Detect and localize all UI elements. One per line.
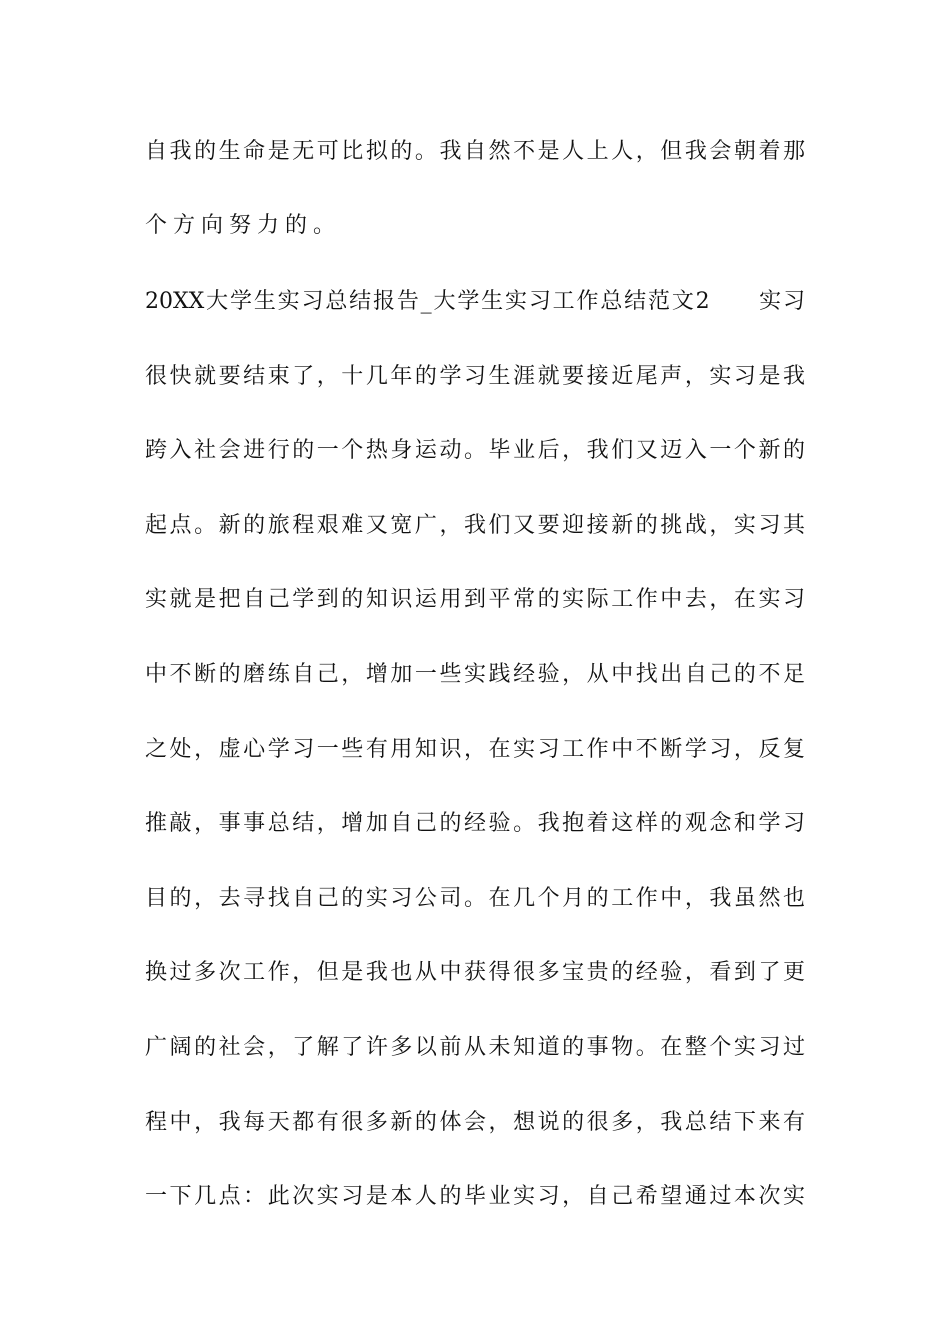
text-line: 起点。新的旅程艰难又宽广，我们又要迎接新的挑战，实习其 [145, 513, 805, 538]
text-line: 程中，我每天都有很多新的体会，想说的很多，我总结下来有 [145, 1110, 805, 1135]
text-line: 换过多次工作，但是我也从中获得很多宝贵的经验，看到了更 [145, 960, 805, 985]
text-line: 跨入社会进行的一个热身运动。毕业后，我们又迈入一个新的 [145, 438, 805, 463]
text-line: 实就是把自己学到的知识运用到平常的实际工作中去，在实习 [145, 587, 805, 612]
text-line: 中不断的磨练自己，增加一些实践经验，从中找出自己的不足 [145, 662, 805, 687]
text-line: 一下几点：此次实习是本人的毕业实习，自己希望通过本次实 [145, 1184, 805, 1209]
text-line: 广阔的社会，了解了许多以前从未知道的事物。在整个实习过 [145, 1035, 805, 1060]
text-line: 自我的生命是无可比拟的。我自然不是人上人，但我会朝着那 [145, 139, 805, 164]
text-line: 推敲，事事总结，增加自己的经验。我抱着这样的观念和学习 [145, 811, 805, 836]
text-line: 之处，虚心学习一些有用知识，在实习工作中不断学习，反复 [145, 737, 805, 762]
text-line: 目的，去寻找自己的实习公司。在几个月的工作中，我虽然也 [145, 886, 805, 911]
section-heading-line: 20XX大学生实习总结报告_大学生实习工作总结范文2 实习 [145, 289, 805, 314]
text-line: 很快就要结束了，十几年的学习生涯就要接近尾声，实习是我 [145, 364, 805, 389]
text-line: 个方向努力的。 [145, 213, 342, 238]
